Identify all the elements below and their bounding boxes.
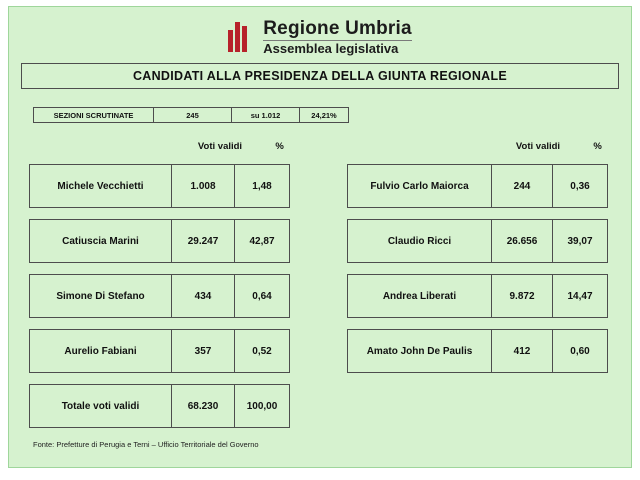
candidate-name: Fulvio Carlo Maiorca [347, 164, 492, 208]
right-results-column [347, 164, 608, 384]
candidate-name: Claudio Ricci [347, 219, 492, 263]
sections-percent-value: 24,21% [299, 107, 349, 123]
right-caption-votes: Voti validi [515, 141, 561, 152]
page-title [21, 63, 619, 89]
table-row [347, 164, 608, 208]
right-column-captions [507, 141, 624, 152]
candidate-votes: 29.247 [172, 219, 235, 263]
candidate-percent: 0,60 [553, 329, 608, 373]
candidate-name: Andrea Liberati [347, 274, 492, 318]
candidate-votes: 26.656 [492, 219, 553, 263]
table-row [29, 274, 290, 318]
candidate-name: Simone Di Stefano [29, 274, 172, 318]
left-column-captions [189, 141, 306, 152]
source-note: Fonte: Prefetture di Perugia e Terni – Ufficio Territoriale del Governo [33, 440, 259, 449]
candidate-name: Michele Vecchietti [29, 164, 172, 208]
sections-counted-value: 245 [153, 107, 231, 123]
right-caption-percent: % [593, 141, 602, 152]
candidate-percent: 42,87 [235, 219, 290, 263]
table-row [29, 329, 290, 373]
candidate-votes: 9.872 [492, 274, 553, 318]
table-row [29, 219, 290, 263]
table-row [29, 164, 290, 208]
candidate-percent: 0,36 [553, 164, 608, 208]
total-label: Totale voti validi [29, 384, 172, 428]
candidate-name: Amato John De Paulis [347, 329, 492, 373]
candidate-name: Aurelio Fabiani [29, 329, 172, 373]
candidate-votes: 412 [492, 329, 553, 373]
candidate-percent: 14,47 [553, 274, 608, 318]
sections-label: SEZIONI SCRUTINATE [33, 107, 153, 123]
candidate-votes: 1.008 [172, 164, 235, 208]
page-title-text: CANDIDATI ALLA PRESIDENZA DELLA GIUNTA REGIONALE [132, 69, 508, 83]
sections-counted-strip [33, 107, 349, 123]
candidate-name: Catiuscia Marini [29, 219, 172, 263]
candidate-votes: 434 [172, 274, 235, 318]
total-percent: 100,00 [235, 384, 290, 428]
candidate-percent: 39,07 [553, 219, 608, 263]
left-results-column [29, 164, 290, 439]
candidate-percent: 1,48 [235, 164, 290, 208]
candidate-percent: 0,52 [235, 329, 290, 373]
regione-umbria-logo-icon [228, 22, 254, 52]
left-caption-votes: Voti validi [197, 141, 243, 152]
slide-canvas [8, 6, 632, 468]
header-title-line1: Regione Umbria [263, 18, 412, 39]
sections-total-value: su 1.012 [231, 107, 299, 123]
candidate-percent: 0,64 [235, 274, 290, 318]
left-caption-percent: % [275, 141, 284, 152]
candidate-votes: 244 [492, 164, 553, 208]
header-title-line2: Assemblea legislativa [263, 40, 412, 56]
total-votes: 68.230 [172, 384, 235, 428]
header-logo [9, 19, 631, 56]
header-logo-text [263, 19, 412, 56]
candidate-votes: 357 [172, 329, 235, 373]
table-row [347, 329, 608, 373]
table-row-total [29, 384, 290, 428]
table-row [347, 219, 608, 263]
table-row [347, 274, 608, 318]
